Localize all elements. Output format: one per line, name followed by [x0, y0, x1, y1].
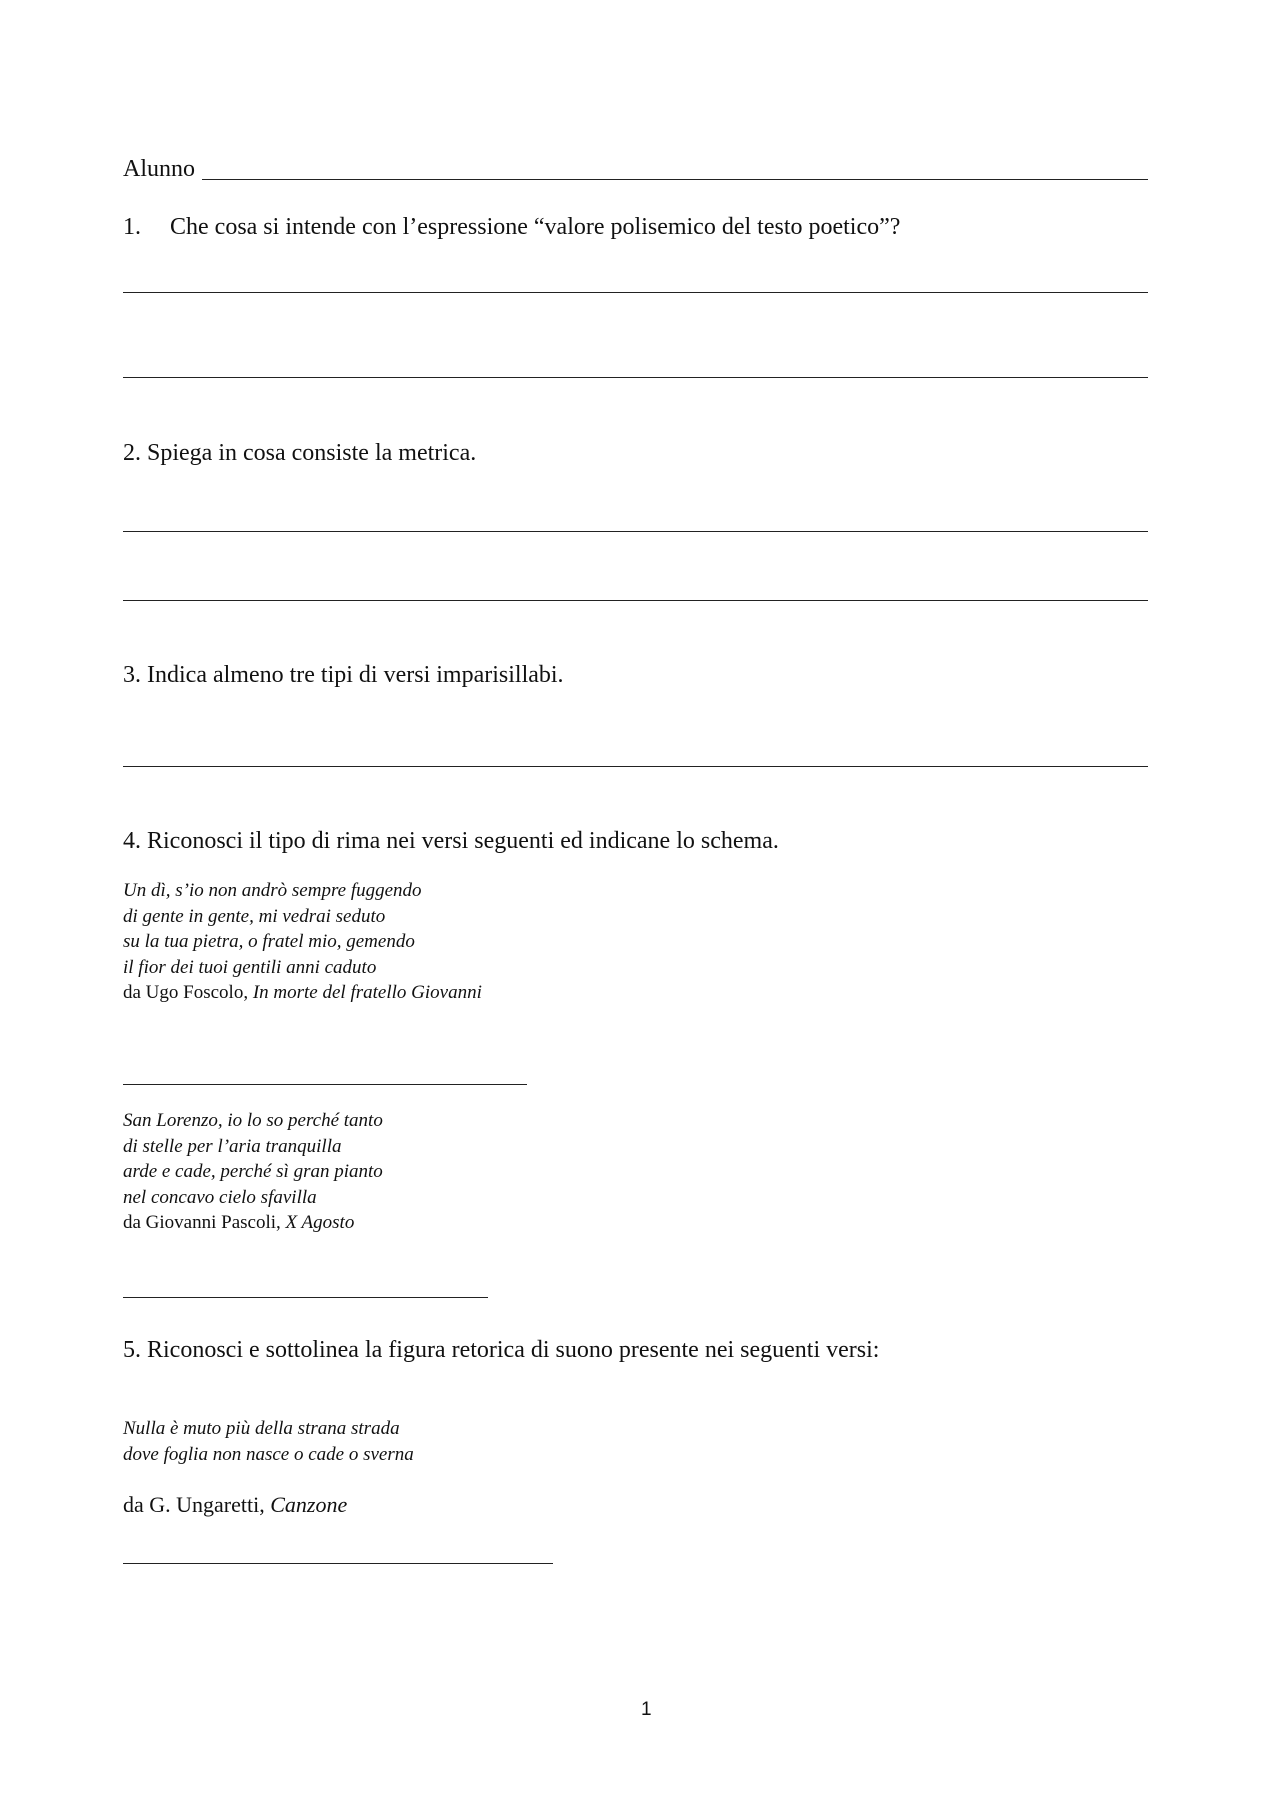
poem-source-work: X Agosto — [285, 1212, 355, 1234]
poem-excerpt-ungaretti — [123, 1416, 414, 1467]
poem-line: Un dì, s’io non andrò sempre fuggendo — [123, 880, 422, 901]
poem-line: San Lorenzo, io lo so perché tanto — [123, 1110, 383, 1131]
question-5-text: 5. Riconosci e sottolinea la figura retorica di suono presente nei seguenti versi: — [123, 1337, 880, 1363]
poem-source-author: da Giovanni Pascoli, — [123, 1212, 286, 1234]
poem-line: su la tua pietra, o fratel mio, gemendo — [123, 931, 415, 953]
answer-line-1b[interactable] — [123, 377, 1148, 378]
poem-line: di stelle per l’aria tranquilla — [123, 1135, 342, 1157]
page-number: 1 — [641, 1699, 652, 1720]
poem-source-author: da G. Ungaretti, — [123, 1492, 271, 1517]
answer-line-1a[interactable] — [123, 292, 1148, 293]
poem-line: di gente in gente, mi vedrai seduto — [123, 905, 386, 927]
poem-line: il fior dei tuoi gentili anni caduto — [123, 956, 377, 978]
poem-source-work: In morte del fratello Giovanni — [252, 982, 482, 1004]
question-3-text: 3. Indica almeno tre tipi di versi imparisillabi. — [123, 662, 564, 688]
poem-excerpt-pascoli — [123, 1108, 383, 1236]
poem-source — [123, 980, 482, 1006]
answer-line-4b[interactable] — [123, 1297, 488, 1298]
poem-excerpt-foscolo — [123, 878, 482, 1006]
poem-source-work: Canzone — [270, 1492, 348, 1517]
answer-line-2a[interactable] — [123, 531, 1148, 532]
poem-source — [123, 1210, 383, 1236]
question-4-text: 4. Riconosci il tipo di rima nei versi seguenti ed indicane lo schema. — [123, 828, 779, 854]
poem-line: nel concavo cielo sfavilla — [123, 1186, 317, 1208]
student-name-answer-line[interactable] — [202, 179, 1148, 180]
answer-line-4a[interactable] — [123, 1084, 527, 1085]
poem-source-author: da Ugo Foscolo, — [123, 982, 253, 1004]
answer-line-2b[interactable] — [123, 600, 1148, 601]
question-1-text: Che cosa si intende con l’espressione “valore polisemico del testo poetico”? — [170, 214, 901, 240]
poem-line: arde e cade, perché sì gran pianto — [123, 1161, 383, 1183]
answer-line-5a[interactable] — [123, 1563, 553, 1564]
question-1-number: 1. — [123, 214, 141, 240]
student-name-label — [123, 155, 195, 183]
poem-source-ungaretti — [123, 1492, 347, 1518]
poem-line: Nulla è muto più della strana strada — [123, 1418, 400, 1439]
answer-line-3a[interactable] — [123, 766, 1148, 767]
poem-line: dove foglia non nasce o cade o sverna — [123, 1443, 414, 1465]
question-2-text: 2. Spiega in cosa consiste la metrica. — [123, 440, 477, 466]
question-1 — [123, 213, 141, 241]
student-label-text: Alunno — [123, 156, 195, 182]
